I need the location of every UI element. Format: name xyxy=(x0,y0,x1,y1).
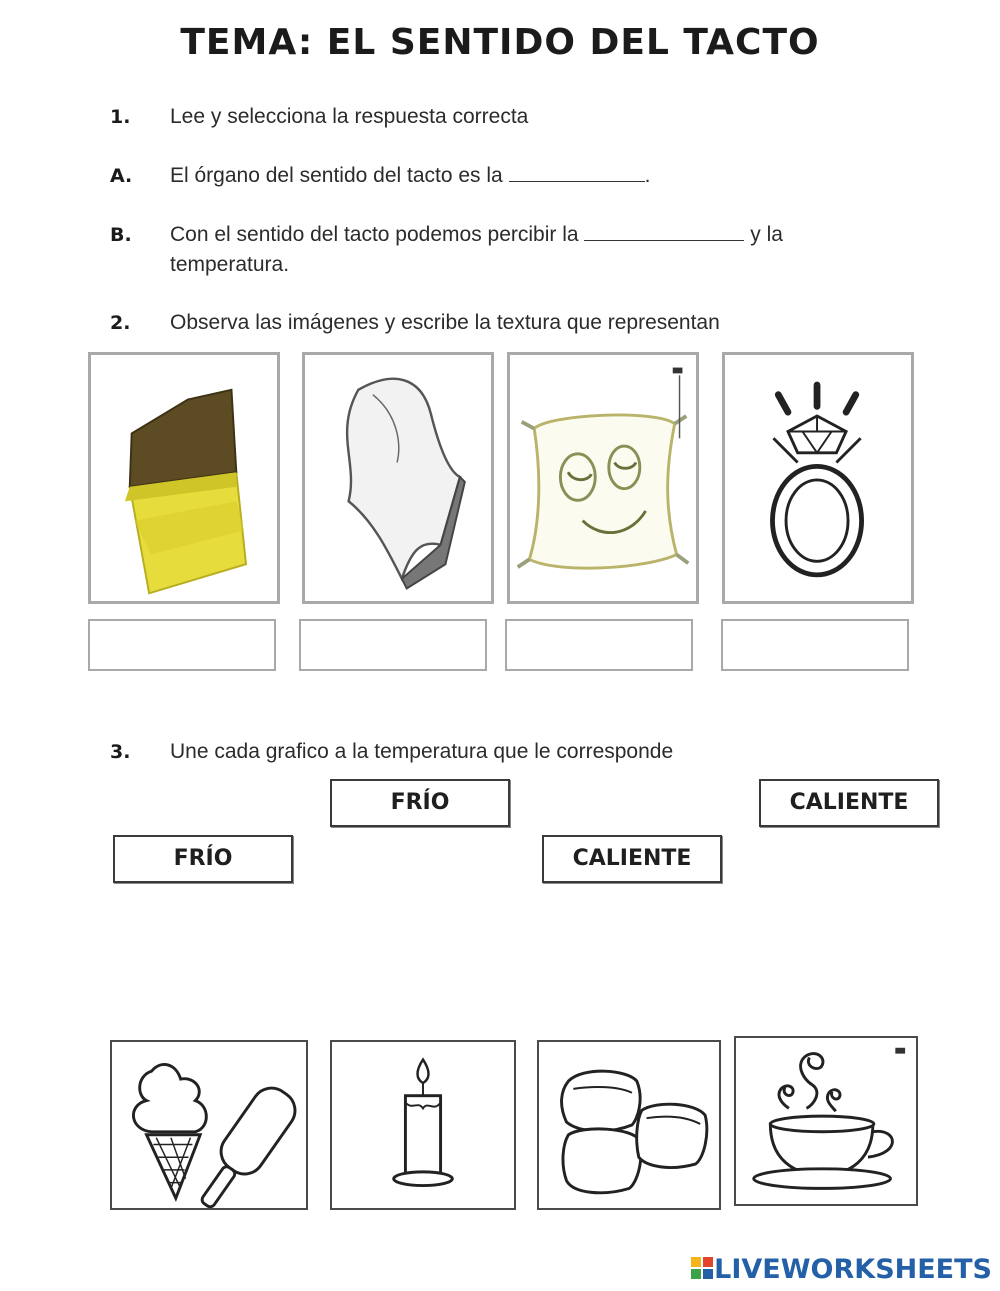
question-2-text: Observa las imágenes y escribe la textura que representan xyxy=(170,311,720,334)
question-a-number: A. xyxy=(110,165,133,187)
worksheet-title: TEMA: EL SENTIDO DEL TACTO xyxy=(180,22,820,63)
question-a xyxy=(170,161,650,191)
answer-blank-b[interactable] xyxy=(584,222,744,241)
ice-cubes-image[interactable] xyxy=(537,1040,721,1210)
question-b-text: Con el sentido del tacto podemos percibir la xyxy=(170,223,579,246)
texture-answer-2[interactable] xyxy=(299,619,487,671)
texture-answer-1[interactable] xyxy=(88,619,276,671)
pillow-image xyxy=(507,352,699,604)
question-b xyxy=(170,220,910,280)
liveworksheets-logo[interactable] xyxy=(690,1253,992,1285)
candle-image[interactable] xyxy=(330,1040,516,1210)
liveworksheets-logo-text: LIVEWORKSHEETS xyxy=(714,1253,992,1285)
texture-answer-3[interactable] xyxy=(505,619,693,671)
answer-blank-a[interactable] xyxy=(509,163,645,182)
label-frio-1[interactable]: FRÍO xyxy=(330,779,510,827)
question-b-mid: y la xyxy=(750,223,783,246)
cloth-image xyxy=(302,352,494,604)
question-b-number: B. xyxy=(110,224,132,246)
sponge-image xyxy=(88,352,280,604)
coffee-cup-image[interactable] xyxy=(734,1036,918,1206)
ring-image xyxy=(722,352,914,604)
question-1-text: Lee y selecciona la respuesta correcta xyxy=(170,105,529,128)
question-2-number: 2. xyxy=(110,312,131,334)
question-b-text2: temperatura. xyxy=(170,253,290,276)
question-3-text: Une cada grafico a la temperatura que le corresponde xyxy=(170,740,674,763)
question-a-end: . xyxy=(644,164,651,187)
label-frio-2[interactable]: FRÍO xyxy=(113,835,293,883)
label-caliente-1[interactable]: CALIENTE xyxy=(759,779,939,827)
question-3-number: 3. xyxy=(110,741,131,763)
question-a-text: El órgano del sentido del tacto es la xyxy=(170,164,503,187)
liveworksheets-logo-icon xyxy=(690,1255,714,1283)
label-caliente-2[interactable]: CALIENTE xyxy=(542,835,722,883)
ice-cream-image[interactable] xyxy=(110,1040,308,1210)
question-1-number: 1. xyxy=(110,106,131,128)
texture-answer-4[interactable] xyxy=(721,619,909,671)
